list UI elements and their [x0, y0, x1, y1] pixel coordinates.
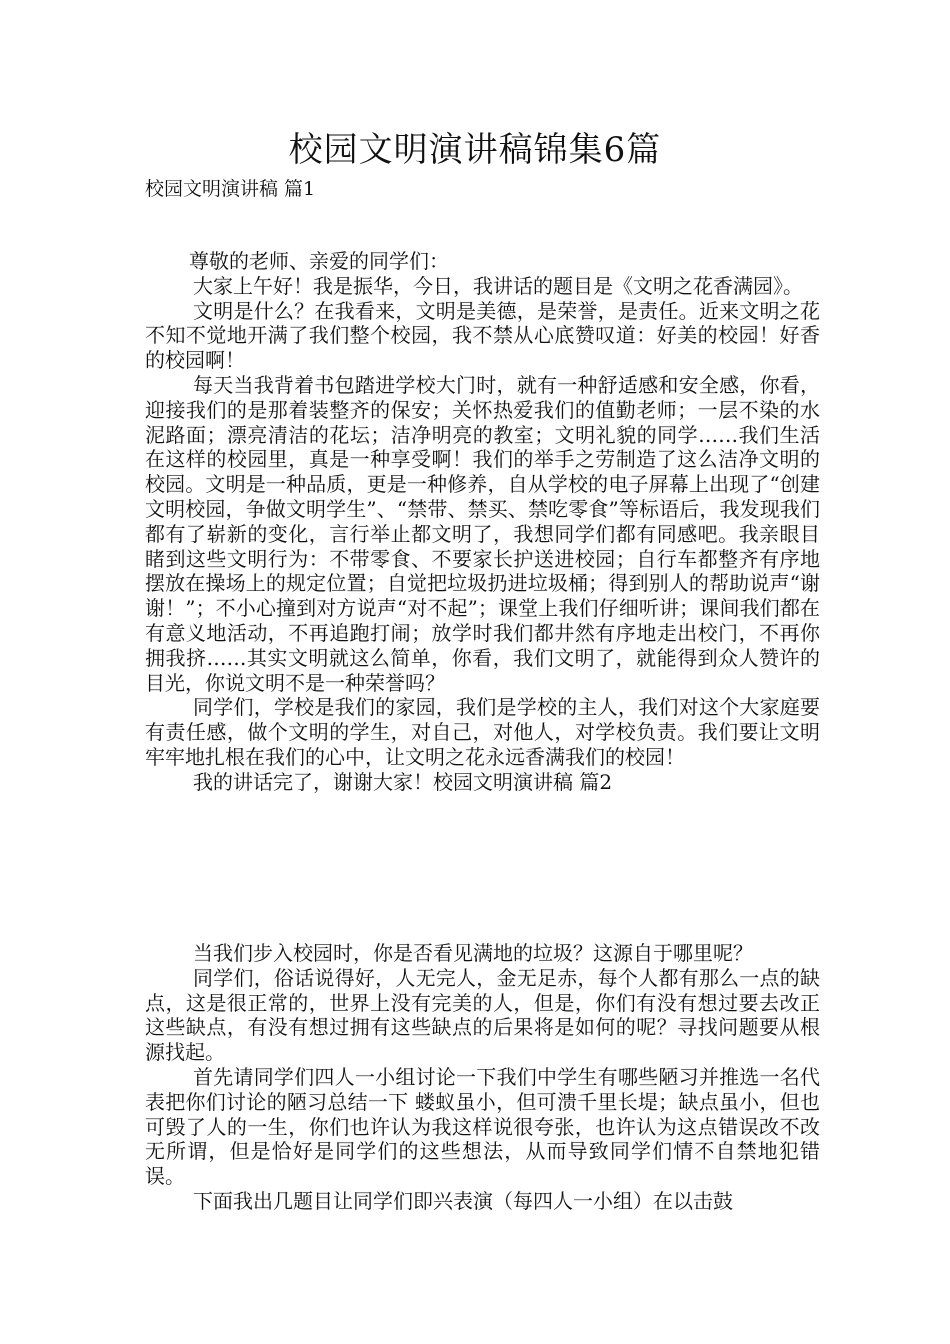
paragraph: 我的讲话完了，谢谢大家！校园文明演讲稿 篇2 [193, 769, 613, 794]
section2-body [145, 941, 820, 1214]
paragraph: 尊敬的老师、亲爱的同学们： [189, 249, 449, 273]
paragraph: 大家上午好！我是振华，今日，我讲话的题目是《文明之花香满园》。 [193, 273, 803, 298]
paragraph: 下面我出几题目让同学们即兴表演（每四人一小组）在以击鼓 [193, 1188, 733, 1213]
paragraph: 首先请同学们四人一小组讨论一下我们中学生有哪些陋习并推选一名代表把你们讨论的陋习总结一下 蝼蚁虽小，但可溃千里长堤；缺点虽小，但也可毁了人的一生，你们也许认为我这样说很夸张，也许认为这点错误改不改无所谓，但是恰好是同学们的这些想法，从而导致同学们情不自禁地犯错误。 [145, 1064, 820, 1189]
document-title: 校园文明演讲稿锦集6篇 [288, 130, 662, 170]
paragraph: 同学们，俗话说得好，人无完人，金无足赤，每个人都有那么一点的缺点，这是很正常的，世界上没有完美的人，但是，你们有没有想过要去改正这些缺点，有没有想过拥有这些缺点的后果将是如何的呢？寻找问题要从根源找起。 [145, 965, 820, 1065]
paragraph: 每天当我背着书包踏进学校大门时，就有一种舒适感和安全感，你看，迎接我们的是那着装整齐的保安；关怀热爱我们的值勤老师；一层不染的水泥路面；漂亮清洁的花坛；洁净明亮的教室；文明礼貌的同学……我们生活在这样的校园里，真是一种享受啊！我们的举手之劳制造了这么洁净文明的校园。文明是一种品质，更是一种修养，自从学校的电子屏幕上出现了“创建文明校园，争做文明学生”、“禁带、禁买、禁吃零食”等标语后，我发现我们都有了崭新的变化，言行举止都文明了，我想同学们都有同感吧。我亲眼目睹到这些文明行为：不带零食、不要家长护送进校园；自行车都整齐有序地摆放在操场上的规定位置；自觉把垃圾扔进垃圾桶；得到别人的帮助说声“谢谢！”；不小心撞到对方说声“对不起”；课堂上我们仔细听讲；课间我们都在有意义地活动，不再追跑打闹；放学时我们都井然有序地走出校门，不再你拥我挤……其实文明就这么简单，你看，我们文明了，就能得到众人赞许的目光，你说文明不是一种荣誉吗？ [145, 372, 820, 695]
section1-heading: 校园文明演讲稿 篇1 [145, 178, 316, 200]
paragraph: 同学们，学校是我们的家园，我们是学校的主人，我们对这个大家庭要有责任感，做个文明的学生，对自己，对他人，对学校负责。我们要让文明牢牢地扎根在我们的心中，让文明之花永远香满我们的校园！ [145, 695, 820, 769]
paragraph: 当我们步入校园时，你是否看见满地的垃圾？这源自于哪里呢？ [193, 941, 753, 965]
section1-body [145, 249, 820, 795]
paragraph: 文明是什么？在我看来，文明是美德，是荣誉，是责任。近来文明之花不知不觉地开满了我们整个校园，我不禁从心底赞叹道：好美的校园！好香的校园啊！ [145, 298, 820, 373]
